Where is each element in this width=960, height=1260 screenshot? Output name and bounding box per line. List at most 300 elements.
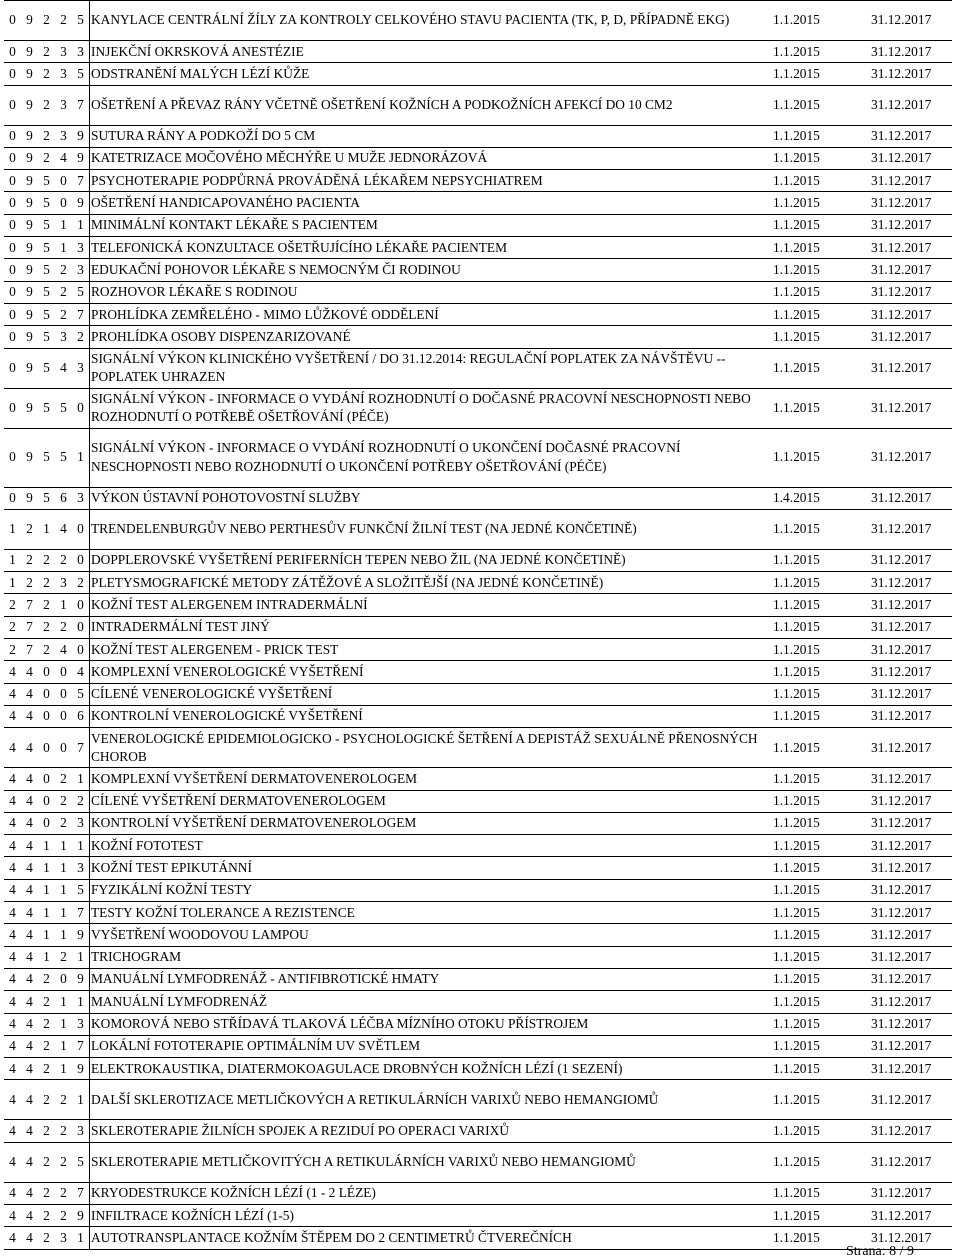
code-digit: 2 <box>21 509 38 549</box>
code-digit: 0 <box>4 170 21 192</box>
valid-from-date: 1.1.2015 <box>772 946 870 968</box>
code-digit: 0 <box>4 147 21 169</box>
code-digit: 2 <box>38 125 55 147</box>
table-row <box>4 428 952 487</box>
valid-to-date: 31.12.2017 <box>870 41 952 63</box>
table-row <box>4 348 952 388</box>
valid-from-date: 1.1.2015 <box>772 41 870 63</box>
procedure-description: TRENDELENBURGŮV NEBO PERTHESŮV FUNKČNÍ ŽILNÍ TEST (NA JEDNÉ KONČETINĚ) <box>90 509 773 549</box>
procedure-description: PSYCHOTERAPIE PODPŮRNÁ PROVÁDĚNÁ LÉKAŘEM NEPSYCHIATREM <box>90 170 773 192</box>
code-digit: 4 <box>4 1204 21 1226</box>
table-row <box>4 303 952 325</box>
code-digit: 5 <box>38 326 55 348</box>
table-row <box>4 549 952 571</box>
code-digit: 0 <box>55 705 72 727</box>
valid-from-date: 1.1.2015 <box>772 924 870 946</box>
code-digit: 1 <box>4 572 21 594</box>
code-digit: 9 <box>21 326 38 348</box>
procedure-description: VYŠETŘENÍ WOODOVOU LAMPOU <box>90 924 773 946</box>
code-digit: 0 <box>4 348 21 388</box>
procedure-description: ODSTRANĚNÍ MALÝCH LÉZÍ KŮŽE <box>90 63 773 85</box>
code-digit: 5 <box>38 388 55 428</box>
table-row <box>4 639 952 661</box>
code-digit: 0 <box>4 326 21 348</box>
code-digit: 9 <box>21 147 38 169</box>
code-digit: 9 <box>21 214 38 236</box>
code-digit: 9 <box>21 428 38 487</box>
procedure-description: TESTY KOŽNÍ TOLERANCE A REZISTENCE <box>90 902 773 924</box>
valid-from-date: 1.1.2015 <box>772 281 870 303</box>
code-digit: 1 <box>72 946 90 968</box>
code-digit: 2 <box>55 1142 72 1182</box>
valid-to-date: 31.12.2017 <box>870 214 952 236</box>
valid-from-date: 1.1.2015 <box>772 1120 870 1142</box>
valid-to-date: 31.12.2017 <box>870 728 952 768</box>
procedure-description: KONTROLNÍ VENEROLOGICKÉ VYŠETŘENÍ <box>90 705 773 727</box>
table-row <box>4 1013 952 1035</box>
code-digit: 5 <box>55 388 72 428</box>
table-row <box>4 214 952 236</box>
valid-to-date: 31.12.2017 <box>870 857 952 879</box>
valid-to-date: 31.12.2017 <box>870 661 952 683</box>
code-digit: 2 <box>38 1 55 41</box>
code-digit: 1 <box>38 857 55 879</box>
valid-to-date: 31.12.2017 <box>870 281 952 303</box>
valid-from-date: 1.1.2015 <box>772 85 870 125</box>
valid-to-date: 31.12.2017 <box>870 125 952 147</box>
table-row <box>4 857 952 879</box>
code-digit: 7 <box>21 616 38 638</box>
code-digit: 2 <box>55 616 72 638</box>
procedure-description: CÍLENÉ VENEROLOGICKÉ VYŠETŘENÍ <box>90 683 773 705</box>
table-row <box>4 147 952 169</box>
code-digit: 1 <box>55 1058 72 1080</box>
code-digit: 5 <box>38 348 55 388</box>
code-digit: 0 <box>72 616 90 638</box>
code-digit: 4 <box>4 728 21 768</box>
table-row <box>4 946 952 968</box>
code-digit: 0 <box>4 125 21 147</box>
code-digit: 4 <box>21 857 38 879</box>
valid-to-date: 31.12.2017 <box>870 63 952 85</box>
valid-from-date: 1.1.2015 <box>772 902 870 924</box>
code-digit: 4 <box>21 968 38 990</box>
table-row <box>4 835 952 857</box>
procedure-description: OŠETŘENÍ HANDICAPOVANÉHO PACIENTA <box>90 192 773 214</box>
valid-from-date: 1.1.2015 <box>772 594 870 616</box>
code-digit: 2 <box>21 549 38 571</box>
code-digit: 3 <box>72 237 90 259</box>
code-digit: 1 <box>55 1035 72 1057</box>
valid-to-date: 31.12.2017 <box>870 968 952 990</box>
code-digit: 4 <box>55 147 72 169</box>
code-digit: 5 <box>38 170 55 192</box>
code-digit: 4 <box>21 902 38 924</box>
code-digit: 1 <box>55 879 72 901</box>
valid-from-date: 1.1.2015 <box>772 968 870 990</box>
code-digit: 7 <box>21 594 38 616</box>
procedure-description: INJEKČNÍ OKRSKOVÁ ANESTÉZIE <box>90 41 773 63</box>
code-digit: 2 <box>38 1035 55 1057</box>
procedure-description: SKLEROTERAPIE METLIČKOVITÝCH A RETIKULÁRNÍCH VARIXŮ NEBO HEMANGIOMŮ <box>90 1142 773 1182</box>
procedure-description: SIGNÁLNÍ VÝKON - INFORMACE O VYDÁNÍ ROZHODNUTÍ O UKONČENÍ DOČASNÉ PRACOVNÍ NESCHOPNOSTI NEBO ROZHODNUTÍ O UKONČENÍ POTŘEBY OŠETŘOVÁNÍ (PÉČE) <box>90 428 773 487</box>
procedure-description: DALŠÍ SKLEROTIZACE METLIČKOVÝCH A RETIKULÁRNÍCH VARIXŮ NEBO HEMANGIOMŮ <box>90 1080 773 1120</box>
code-digit: 2 <box>38 639 55 661</box>
valid-to-date: 31.12.2017 <box>870 259 952 281</box>
valid-to-date: 31.12.2017 <box>870 812 952 834</box>
table-row <box>4 661 952 683</box>
code-digit: 0 <box>4 214 21 236</box>
code-digit: 0 <box>38 768 55 790</box>
code-digit: 1 <box>55 902 72 924</box>
valid-to-date: 31.12.2017 <box>870 549 952 571</box>
code-digit: 2 <box>55 768 72 790</box>
code-digit: 2 <box>55 790 72 812</box>
code-digit: 0 <box>38 683 55 705</box>
valid-to-date: 31.12.2017 <box>870 616 952 638</box>
code-digit: 1 <box>55 991 72 1013</box>
code-digit: 0 <box>4 63 21 85</box>
valid-from-date: 1.1.2015 <box>772 991 870 1013</box>
code-digit: 9 <box>21 85 38 125</box>
code-digit: 0 <box>72 639 90 661</box>
code-digit: 1 <box>55 924 72 946</box>
code-digit: 0 <box>4 85 21 125</box>
valid-from-date: 1.1.2015 <box>772 237 870 259</box>
code-digit: 9 <box>21 170 38 192</box>
code-digit: 9 <box>21 259 38 281</box>
code-digit: 2 <box>38 968 55 990</box>
code-digit: 9 <box>72 192 90 214</box>
table-row <box>4 1120 952 1142</box>
code-digit: 9 <box>21 125 38 147</box>
code-digit: 3 <box>55 125 72 147</box>
code-digit: 1 <box>4 549 21 571</box>
valid-to-date: 31.12.2017 <box>870 1058 952 1080</box>
code-digit: 2 <box>38 85 55 125</box>
valid-to-date: 31.12.2017 <box>870 902 952 924</box>
code-digit: 2 <box>38 549 55 571</box>
code-digit: 4 <box>4 1142 21 1182</box>
valid-to-date: 31.12.2017 <box>870 85 952 125</box>
code-digit: 0 <box>4 237 21 259</box>
code-digit: 0 <box>4 192 21 214</box>
code-digit: 3 <box>72 812 90 834</box>
code-digit: 2 <box>38 1227 55 1249</box>
valid-to-date: 31.12.2017 <box>870 835 952 857</box>
code-digit: 4 <box>4 1035 21 1057</box>
code-digit: 4 <box>55 348 72 388</box>
valid-to-date: 31.12.2017 <box>870 1142 952 1182</box>
code-digit: 4 <box>4 835 21 857</box>
table-row <box>4 63 952 85</box>
code-digit: 5 <box>72 63 90 85</box>
code-digit: 4 <box>4 991 21 1013</box>
code-digit: 0 <box>4 259 21 281</box>
code-digit: 2 <box>21 572 38 594</box>
code-digit: 2 <box>55 549 72 571</box>
valid-from-date: 1.1.2015 <box>772 879 870 901</box>
procedure-description: KOŽNÍ TEST EPIKUTÁNNÍ <box>90 857 773 879</box>
valid-to-date: 31.12.2017 <box>870 428 952 487</box>
code-digit: 4 <box>21 1013 38 1035</box>
code-digit: 3 <box>72 41 90 63</box>
valid-to-date: 31.12.2017 <box>870 768 952 790</box>
valid-to-date: 31.12.2017 <box>870 639 952 661</box>
code-digit: 1 <box>55 857 72 879</box>
valid-to-date: 31.12.2017 <box>870 1013 952 1035</box>
valid-to-date: 31.12.2017 <box>870 147 952 169</box>
code-digit: 7 <box>21 639 38 661</box>
code-digit: 3 <box>55 41 72 63</box>
table-row <box>4 1182 952 1204</box>
code-digit: 4 <box>4 1120 21 1142</box>
code-digit: 4 <box>21 1058 38 1080</box>
code-digit: 7 <box>72 728 90 768</box>
valid-from-date: 1.1.2015 <box>772 428 870 487</box>
valid-to-date: 31.12.2017 <box>870 1204 952 1226</box>
code-digit: 2 <box>38 1080 55 1120</box>
code-digit: 3 <box>55 1227 72 1249</box>
code-digit: 5 <box>38 192 55 214</box>
procedure-description: VÝKON ÚSTAVNÍ POHOTOVOSTNÍ SLUŽBY <box>90 487 773 509</box>
procedure-description: EDUKAČNÍ POHOVOR LÉKAŘE S NEMOCNÝM ČI RODINOU <box>90 259 773 281</box>
valid-from-date: 1.1.2015 <box>772 1182 870 1204</box>
procedure-description: KOŽNÍ FOTOTEST <box>90 835 773 857</box>
code-digit: 4 <box>4 705 21 727</box>
code-digit: 4 <box>4 1058 21 1080</box>
code-digit: 4 <box>21 1227 38 1249</box>
code-digit: 0 <box>55 170 72 192</box>
code-digit: 0 <box>38 705 55 727</box>
procedure-description: ELEKTROKAUSTIKA, DIATERMOKOAGULACE DROBNÝCH KOŽNÍCH LÉZÍ (1 SEZENÍ) <box>90 1058 773 1080</box>
code-digit: 4 <box>4 1080 21 1120</box>
table-row <box>4 85 952 125</box>
procedure-description: KOMOROVÁ NEBO STŘÍDAVÁ TLAKOVÁ LÉČBA MÍZNÍHO OTOKU PŘÍSTROJEM <box>90 1013 773 1035</box>
procedure-description: FYZIKÁLNÍ KOŽNÍ TESTY <box>90 879 773 901</box>
valid-to-date: 31.12.2017 <box>870 303 952 325</box>
code-digit: 4 <box>4 1182 21 1204</box>
procedure-description: SIGNÁLNÍ VÝKON - INFORMACE O VYDÁNÍ ROZHODNUTÍ O DOČASNÉ PRACOVNÍ NESCHOPNOSTI NEBO ROZHODNUTÍ O POTŘEBĚ OŠETŘOVÁNÍ (PÉČE) <box>90 388 773 428</box>
code-digit: 9 <box>21 1 38 41</box>
code-digit: 0 <box>72 509 90 549</box>
table-row <box>4 728 952 768</box>
code-digit: 7 <box>72 303 90 325</box>
table-row <box>4 768 952 790</box>
valid-to-date: 31.12.2017 <box>870 237 952 259</box>
valid-to-date: 31.12.2017 <box>870 879 952 901</box>
code-digit: 2 <box>55 303 72 325</box>
code-digit: 9 <box>72 1058 90 1080</box>
table-row <box>4 968 952 990</box>
code-digit: 2 <box>72 572 90 594</box>
code-digit: 7 <box>72 1035 90 1057</box>
valid-to-date: 31.12.2017 <box>870 1227 952 1249</box>
code-digit: 5 <box>72 879 90 901</box>
procedure-description: INFILTRACE KOŽNÍCH LÉZÍ (1-5) <box>90 1204 773 1226</box>
code-digit: 4 <box>55 509 72 549</box>
code-digit: 1 <box>38 902 55 924</box>
code-digit: 2 <box>38 594 55 616</box>
code-digit: 9 <box>21 237 38 259</box>
valid-from-date: 1.1.2015 <box>772 326 870 348</box>
valid-from-date: 1.1.2015 <box>772 1227 870 1249</box>
code-digit: 1 <box>55 237 72 259</box>
table-row <box>4 509 952 549</box>
code-digit: 4 <box>4 902 21 924</box>
code-digit: 2 <box>55 946 72 968</box>
code-digit: 0 <box>4 41 21 63</box>
code-digit: 0 <box>38 661 55 683</box>
code-digit: 3 <box>72 1120 90 1142</box>
valid-to-date: 31.12.2017 <box>870 683 952 705</box>
code-digit: 3 <box>72 857 90 879</box>
code-digit: 2 <box>38 1058 55 1080</box>
valid-from-date: 1.1.2015 <box>772 147 870 169</box>
code-digit: 5 <box>38 259 55 281</box>
code-digit: 0 <box>72 388 90 428</box>
code-digit: 0 <box>55 192 72 214</box>
code-digit: 9 <box>21 192 38 214</box>
table-row <box>4 259 952 281</box>
code-digit: 7 <box>72 170 90 192</box>
valid-to-date: 31.12.2017 <box>870 192 952 214</box>
valid-from-date: 1.1.2015 <box>772 509 870 549</box>
valid-to-date: 31.12.2017 <box>870 572 952 594</box>
procedure-description: PROHLÍDKA OSOBY DISPENZARIZOVANÉ <box>90 326 773 348</box>
code-digit: 2 <box>38 63 55 85</box>
valid-from-date: 1.1.2015 <box>772 549 870 571</box>
code-digit: 4 <box>4 946 21 968</box>
code-digit: 3 <box>55 326 72 348</box>
procedure-description: SKLEROTERAPIE ŽILNÍCH SPOJEK A REZIDUÍ PO OPERACI VARIXŮ <box>90 1120 773 1142</box>
table-row <box>4 1204 952 1226</box>
code-digit: 2 <box>4 639 21 661</box>
procedure-description: KOMPLEXNÍ VENEROLOGICKÉ VYŠETŘENÍ <box>90 661 773 683</box>
table-row <box>4 790 952 812</box>
procedure-description: PLETYSMOGRAFICKÉ METODY ZÁTĚŽOVÉ A SLOŽITĚJŠÍ (NA JEDNÉ KONČETINĚ) <box>90 572 773 594</box>
valid-from-date: 1.4.2015 <box>772 487 870 509</box>
valid-to-date: 31.12.2017 <box>870 1080 952 1120</box>
code-digit: 4 <box>21 1182 38 1204</box>
code-digit: 3 <box>55 572 72 594</box>
procedure-description: LOKÁLNÍ FOTOTERAPIE OPTIMÁLNÍM UV SVĚTLEM <box>90 1035 773 1057</box>
code-digit: 4 <box>21 946 38 968</box>
code-digit: 4 <box>55 639 72 661</box>
table-row <box>4 879 952 901</box>
procedure-description: MINIMÁLNÍ KONTAKT LÉKAŘE S PACIENTEM <box>90 214 773 236</box>
page-number: Strana: 8 / 9 <box>846 1244 915 1259</box>
valid-from-date: 1.1.2015 <box>772 616 870 638</box>
code-digit: 0 <box>38 790 55 812</box>
valid-from-date: 1.1.2015 <box>772 303 870 325</box>
procedure-description: KOMPLEXNÍ VYŠETŘENÍ DERMATOVENEROLOGEM <box>90 768 773 790</box>
procedure-description: KRYODESTRUKCE KOŽNÍCH LÉZÍ (1 - 2 LÉZE) <box>90 1182 773 1204</box>
table-row <box>4 572 952 594</box>
valid-from-date: 1.1.2015 <box>772 259 870 281</box>
valid-to-date: 31.12.2017 <box>870 594 952 616</box>
code-digit: 0 <box>4 428 21 487</box>
table-row <box>4 1058 952 1080</box>
code-digit: 5 <box>55 428 72 487</box>
code-digit: 2 <box>4 594 21 616</box>
code-digit: 2 <box>38 1182 55 1204</box>
code-digit: 2 <box>55 1182 72 1204</box>
code-digit: 4 <box>21 924 38 946</box>
code-digit: 3 <box>72 1013 90 1035</box>
valid-from-date: 1.1.2015 <box>772 768 870 790</box>
code-digit: 3 <box>72 259 90 281</box>
valid-from-date: 1.1.2015 <box>772 572 870 594</box>
code-digit: 1 <box>72 214 90 236</box>
procedure-description: DOPPLEROVSKÉ VYŠETŘENÍ PERIFERNÍCH TEPEN NEBO ŽIL (NA JEDNÉ KONČETINĚ) <box>90 549 773 571</box>
valid-from-date: 1.1.2015 <box>772 835 870 857</box>
valid-to-date: 31.12.2017 <box>870 1 952 41</box>
code-digit: 2 <box>38 41 55 63</box>
code-digit: 0 <box>55 661 72 683</box>
code-digit: 7 <box>72 85 90 125</box>
code-digit: 3 <box>55 63 72 85</box>
code-digit: 7 <box>72 902 90 924</box>
code-digit: 1 <box>55 214 72 236</box>
code-digit: 0 <box>72 594 90 616</box>
procedure-description: INTRADERMÁLNÍ TEST JINÝ <box>90 616 773 638</box>
procedure-description: VENEROLOGICKÉ EPIDEMIOLOGICKO - PSYCHOLOGICKÉ ŠETŘENÍ A DEPISTÁŽ SEXUÁLNĚ PŘENOSNÝCH CHOROB <box>90 728 773 768</box>
code-digit: 2 <box>55 259 72 281</box>
code-digit: 1 <box>55 594 72 616</box>
valid-from-date: 1.1.2015 <box>772 388 870 428</box>
code-digit: 9 <box>72 968 90 990</box>
table-row <box>4 237 952 259</box>
code-digit: 4 <box>21 1035 38 1057</box>
code-digit: 5 <box>38 237 55 259</box>
table-row <box>4 594 952 616</box>
code-digit: 1 <box>4 509 21 549</box>
code-digit: 0 <box>4 281 21 303</box>
code-digit: 4 <box>4 768 21 790</box>
code-digit: 1 <box>38 879 55 901</box>
code-digit: 1 <box>38 924 55 946</box>
code-digit: 4 <box>4 683 21 705</box>
code-digit: 4 <box>4 790 21 812</box>
procedure-description: KATETRIZACE MOČOVÉHO MĚCHÝŘE U MUŽE JEDNORÁZOVÁ <box>90 147 773 169</box>
code-digit: 0 <box>4 1 21 41</box>
code-digit: 4 <box>21 768 38 790</box>
valid-from-date: 1.1.2015 <box>772 1013 870 1035</box>
valid-from-date: 1.1.2015 <box>772 812 870 834</box>
code-digit: 0 <box>55 728 72 768</box>
table-row <box>4 487 952 509</box>
procedure-description: MANUÁLNÍ LYMFODRENÁŽ - ANTIFIBROTICKÉ HMATY <box>90 968 773 990</box>
code-digit: 5 <box>72 1142 90 1182</box>
table-row <box>4 125 952 147</box>
code-digit: 0 <box>38 812 55 834</box>
code-digit: 2 <box>55 812 72 834</box>
valid-from-date: 1.1.2015 <box>772 790 870 812</box>
valid-to-date: 31.12.2017 <box>870 487 952 509</box>
code-digit: 4 <box>21 879 38 901</box>
code-digit: 9 <box>72 147 90 169</box>
procedure-description: PROHLÍDKA ZEMŘELÉHO - MIMO LŮŽKOVÉ ODDĚLENÍ <box>90 303 773 325</box>
valid-from-date: 1.1.2015 <box>772 683 870 705</box>
valid-to-date: 31.12.2017 <box>870 388 952 428</box>
procedure-description: TRICHOGRAM <box>90 946 773 968</box>
procedure-description: ROZHOVOR LÉKAŘE S RODINOU <box>90 281 773 303</box>
code-digit: 2 <box>55 1204 72 1226</box>
valid-to-date: 31.12.2017 <box>870 790 952 812</box>
code-digit: 6 <box>72 705 90 727</box>
valid-to-date: 31.12.2017 <box>870 326 952 348</box>
